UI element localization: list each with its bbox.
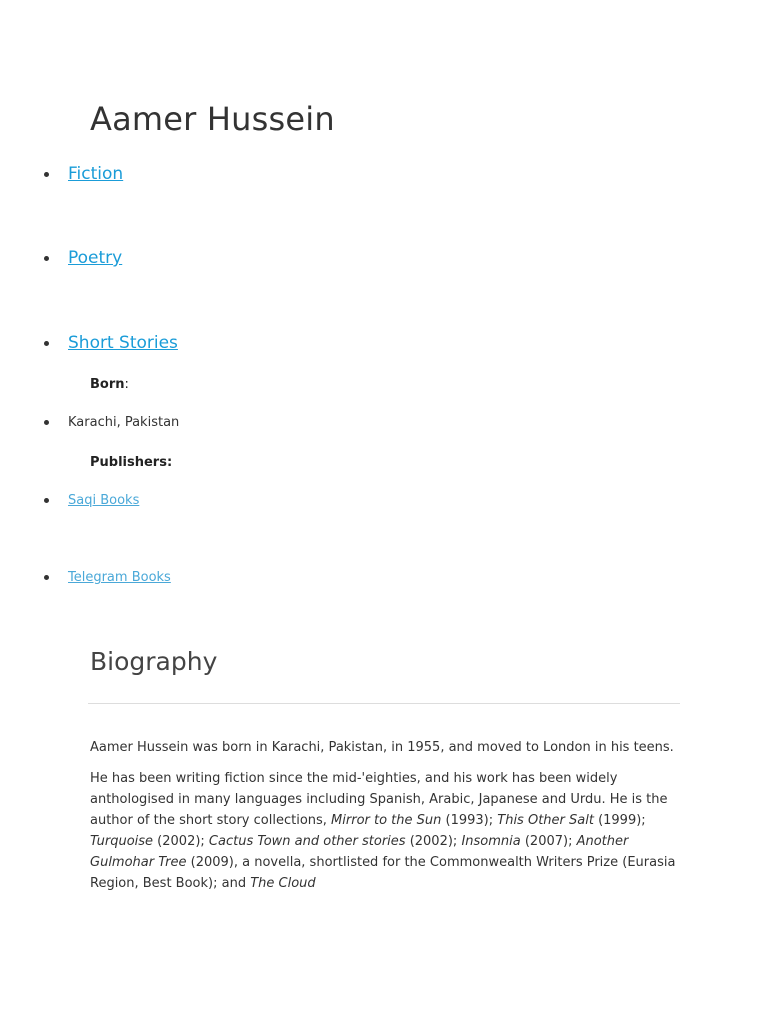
telegram-books-link[interactable]: Telegram Books bbox=[68, 570, 171, 585]
biography-paragraph-1: Aamer Hussein was born in Karachi, Pakistan, in 1955, and moved to London in his teens. bbox=[90, 740, 674, 755]
born-item bbox=[44, 415, 179, 430]
bullet-icon bbox=[44, 575, 49, 580]
publisher-item bbox=[44, 570, 171, 585]
biography-heading: Biography bbox=[90, 647, 218, 676]
author-name: Aamer Hussein bbox=[90, 100, 335, 138]
biography-paragraph-2: He has been writing fiction since the mid-'eighties, and his work has been widely anthologised in many languages including Spanish, Arabic, Japanese and Urdu. He is the author of the short story collections, Mirror to the Sun (1993); This Other Salt (1999); Turquoise (2002); Cactus Town and other stories (2002); Insomnia (2007); Another Gulmohar Tree (2009), a novella, shortlisted for the Commonwealth Writers Prize (Eurasia Region, Best Book); and The Cloud bbox=[90, 771, 676, 891]
born-label: Born: bbox=[90, 377, 129, 392]
genre-item-short-stories bbox=[44, 333, 178, 353]
bullet-icon bbox=[44, 498, 49, 503]
bullet-icon bbox=[44, 256, 49, 261]
fiction-link[interactable]: Fiction bbox=[68, 164, 124, 184]
publishers-label: Publishers: bbox=[90, 455, 173, 470]
divider bbox=[88, 703, 680, 704]
bullet-icon bbox=[44, 341, 49, 346]
short-stories-link[interactable]: Short Stories bbox=[68, 333, 178, 353]
saqi-books-link[interactable]: Saqi Books bbox=[68, 493, 140, 508]
born-value: Karachi, Pakistan bbox=[68, 415, 180, 430]
poetry-link[interactable]: Poetry bbox=[68, 248, 123, 268]
bullet-icon bbox=[44, 420, 49, 425]
publisher-item bbox=[44, 493, 139, 508]
genre-item-poetry bbox=[44, 248, 122, 268]
genre-item-fiction bbox=[44, 164, 123, 184]
bullet-icon bbox=[44, 172, 49, 177]
